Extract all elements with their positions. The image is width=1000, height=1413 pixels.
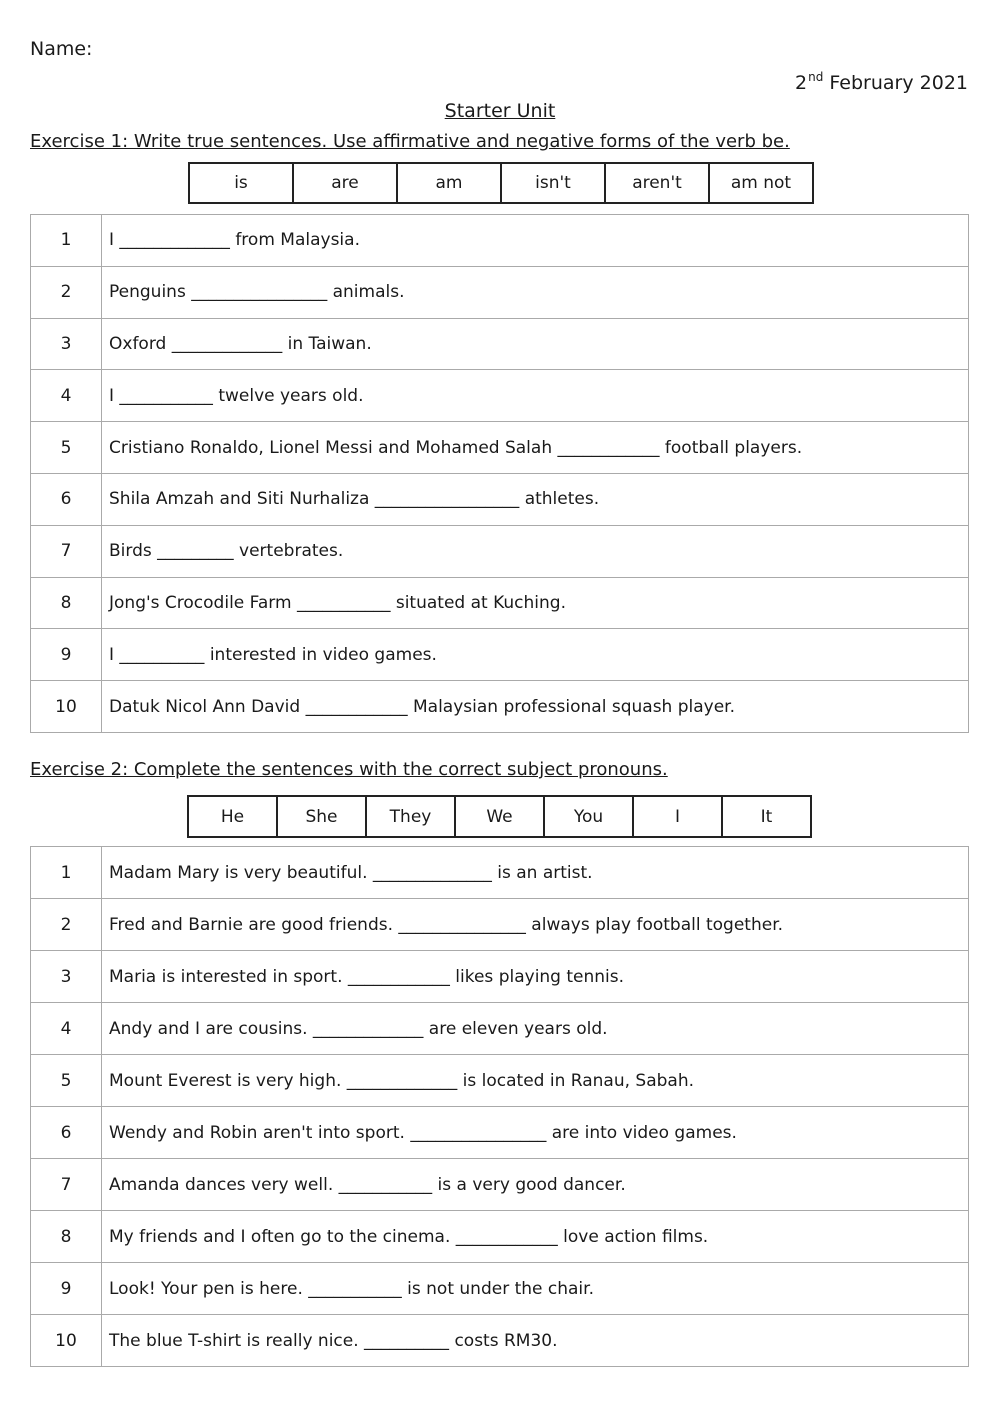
- table-row: [31, 1263, 969, 1315]
- table-row: [31, 266, 969, 318]
- row-number: 5: [31, 1055, 102, 1107]
- row-number: 1: [31, 215, 102, 267]
- table-row: [31, 951, 969, 1003]
- table-row: [31, 899, 969, 951]
- word-bank-item: We: [455, 796, 544, 837]
- row-sentence: Madam Mary is very beautiful. ______________ is an artist.: [102, 847, 969, 899]
- word-bank-item: They: [366, 796, 455, 837]
- table-row: [31, 318, 969, 370]
- word-bank-item: is: [189, 163, 293, 203]
- row-sentence: Mount Everest is very high. _____________ is located in Ranau, Sabah.: [102, 1055, 969, 1107]
- row-number: 2: [31, 266, 102, 318]
- date-rest: February 2021: [829, 72, 968, 94]
- row-number: 1: [31, 847, 102, 899]
- row-sentence: Look! Your pen is here. ___________ is not under the chair.: [102, 1263, 969, 1315]
- row-sentence: Andy and I are cousins. _____________ are eleven years old.: [102, 1003, 969, 1055]
- table-row: [31, 1159, 969, 1211]
- row-number: 4: [31, 370, 102, 422]
- table-row: [31, 473, 969, 525]
- exercise-1-word-bank: [188, 162, 814, 204]
- row-sentence: The blue T-shirt is really nice. __________ costs RM30.: [102, 1315, 969, 1367]
- table-row: [31, 1055, 969, 1107]
- row-number: 3: [31, 318, 102, 370]
- word-bank-item: are: [293, 163, 397, 203]
- row-number: 9: [31, 1263, 102, 1315]
- table-row: [31, 629, 969, 681]
- word-bank-item: He: [188, 796, 277, 837]
- row-sentence: Oxford _____________ in Taiwan.: [102, 318, 969, 370]
- date: [795, 70, 968, 94]
- exercise-1-heading: Exercise 1: Write true sentences. Use affirmative and negative forms of the verb be.: [30, 131, 790, 152]
- table-row: [31, 681, 969, 733]
- row-number: 3: [31, 951, 102, 1003]
- row-number: 8: [31, 577, 102, 629]
- exercise-2-table: [30, 846, 969, 1367]
- word-bank-item: It: [722, 796, 811, 837]
- row-sentence: Birds _________ vertebrates.: [102, 525, 969, 577]
- row-number: 8: [31, 1211, 102, 1263]
- row-sentence: Jong's Crocodile Farm ___________ situated at Kuching.: [102, 577, 969, 629]
- word-bank-item: You: [544, 796, 633, 837]
- row-sentence: Datuk Nicol Ann David ____________ Malaysian professional squash player.: [102, 681, 969, 733]
- row-sentence: I _____________ from Malaysia.: [102, 215, 969, 267]
- date-day: 2: [795, 72, 808, 94]
- word-bank-item: am: [397, 163, 501, 203]
- word-bank-item: I: [633, 796, 722, 837]
- word-bank-item: isn't: [501, 163, 605, 203]
- table-row: [31, 1211, 969, 1263]
- exercise-2-word-bank: [187, 795, 812, 838]
- word-bank-item: am not: [709, 163, 813, 203]
- row-number: 5: [31, 422, 102, 474]
- row-number: 10: [31, 681, 102, 733]
- table-row: [31, 370, 969, 422]
- row-sentence: Fred and Barnie are good friends. _______________ always play football together.: [102, 899, 969, 951]
- row-sentence: I ___________ twelve years old.: [102, 370, 969, 422]
- row-number: 6: [31, 473, 102, 525]
- table-row: [31, 422, 969, 474]
- row-number: 2: [31, 899, 102, 951]
- table-row: [31, 1315, 969, 1367]
- name-label: Name:: [30, 38, 93, 60]
- row-number: 6: [31, 1107, 102, 1159]
- row-number: 9: [31, 629, 102, 681]
- row-sentence: Shila Amzah and Siti Nurhaliza _________________ athletes.: [102, 473, 969, 525]
- table-row: [31, 1107, 969, 1159]
- row-sentence: I __________ interested in video games.: [102, 629, 969, 681]
- row-sentence: Penguins ________________ animals.: [102, 266, 969, 318]
- table-row: [31, 577, 969, 629]
- row-sentence: Maria is interested in sport. ____________ likes playing tennis.: [102, 951, 969, 1003]
- table-row: [31, 1003, 969, 1055]
- row-sentence: Wendy and Robin aren't into sport. ________________ are into video games.: [102, 1107, 969, 1159]
- row-sentence: Amanda dances very well. ___________ is a very good dancer.: [102, 1159, 969, 1211]
- row-sentence: Cristiano Ronaldo, Lionel Messi and Mohamed Salah ____________ football players.: [102, 422, 969, 474]
- table-row: [31, 525, 969, 577]
- exercise-2-heading: Exercise 2: Complete the sentences with the correct subject pronouns.: [30, 759, 668, 780]
- word-bank-item: aren't: [605, 163, 709, 203]
- page-title: Starter Unit: [444, 100, 556, 122]
- table-row: [31, 215, 969, 267]
- row-number: 7: [31, 525, 102, 577]
- date-suffix: nd: [808, 70, 824, 84]
- row-number: 4: [31, 1003, 102, 1055]
- row-number: 10: [31, 1315, 102, 1367]
- table-row: [31, 847, 969, 899]
- exercise-1-table: [30, 214, 969, 733]
- row-sentence: My friends and I often go to the cinema. ____________ love action films.: [102, 1211, 969, 1263]
- row-number: 7: [31, 1159, 102, 1211]
- word-bank-item: She: [277, 796, 366, 837]
